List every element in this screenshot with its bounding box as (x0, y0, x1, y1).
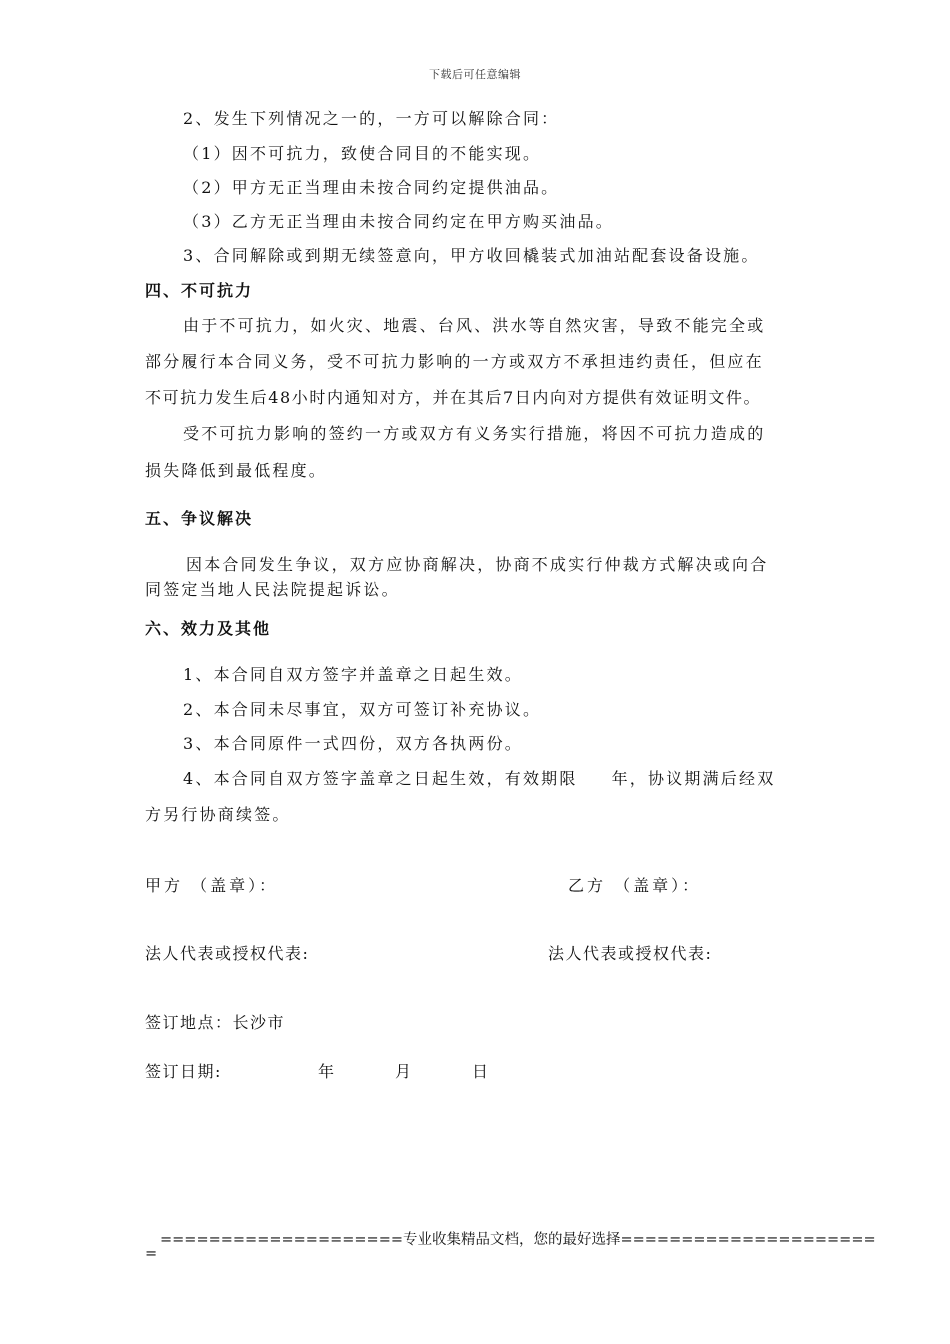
party-a-seal: 甲方 （盖章）： (145, 876, 279, 895)
clause-3-2-2: （2）甲方无正当理由未按合同约定提供油品。 (183, 178, 560, 197)
signing-date-label: 签订日期: (145, 1062, 222, 1081)
clause-6-4-line2: 方另行协商续签。 (145, 805, 291, 824)
footer-tail: = (145, 1246, 158, 1262)
page-header: 下载后可任意编辑 (429, 68, 521, 81)
section-4-title: 四、不可抗力 (145, 281, 254, 300)
clause-6-4-line1 (183, 768, 775, 790)
signing-place: 签订地点：长沙市 (145, 1013, 286, 1032)
section-5-para-line1: 因本合同发生争议，双方应协商解决，协商不成实行仲裁方式解决或向合 (186, 555, 769, 574)
clause-6-1: 1、本合同自双方签字并盖章之日起生效。 (183, 665, 523, 684)
section-4-para2-line2: 损失降低到最低程度。 (145, 461, 328, 480)
clause-3-2-1: （1）因不可抗力，致使合同目的不能实现。 (183, 144, 542, 163)
section-4-para2-line1: 受不可抗力影响的签约一方或双方有义务实行措施，将因不可抗力造成的 (183, 424, 766, 443)
signing-date-year: 年 (318, 1062, 337, 1081)
section-4-para1-line1: 由于不可抗力，如火灾、地震、台风、洪水等自然灾害，导致不能完全或 (183, 316, 766, 335)
clause-3-2: 2、发生下列情况之一的，一方可以解除合同： (183, 109, 560, 128)
signing-date-day: 日 (472, 1062, 491, 1081)
clause-6-4-part1: 4、本合同自双方签字盖章之日起生效，有效期限 (183, 769, 578, 788)
clause-3-2-3: （3）乙方无正当理由未按合同约定在甲方购买油品。 (183, 212, 614, 231)
section-6-title: 六、效力及其他 (145, 619, 272, 638)
footer-banner: ====================专业收集精品文档，您的最好选择===================== (160, 1232, 876, 1248)
party-a-representative: 法人代表或授权代表: (145, 944, 310, 963)
clause-3-3: 3、合同解除或到期无续签意向，甲方收回橇装式加油站配套设备设施。 (183, 246, 760, 265)
clause-6-2: 2、本合同未尽事宜，双方可签订补充协议。 (183, 700, 542, 719)
party-b-seal: 乙方 （盖章）： (568, 876, 702, 895)
section-5-title: 五、争议解决 (145, 509, 254, 528)
section-4-para1-line2: 部分履行本合同义务，受不可抗力影响的一方或双方不承担违约责任，但应在 (145, 352, 764, 371)
clause-6-4-part2: 年，协议期满后经双 (611, 769, 776, 788)
section-5-para-line2: 同签定当地人民法院提起诉讼。 (145, 580, 400, 599)
party-b-representative: 法人代表或授权代表: (548, 944, 713, 963)
section-4-para1-line3: 不可抗力发生后48小时内通知对方，并在其后7日内向对方提供有效证明文件。 (145, 388, 762, 407)
clause-6-3: 3、本合同原件一式四份，双方各执两份。 (183, 734, 523, 753)
signing-date-month: 月 (395, 1062, 414, 1081)
